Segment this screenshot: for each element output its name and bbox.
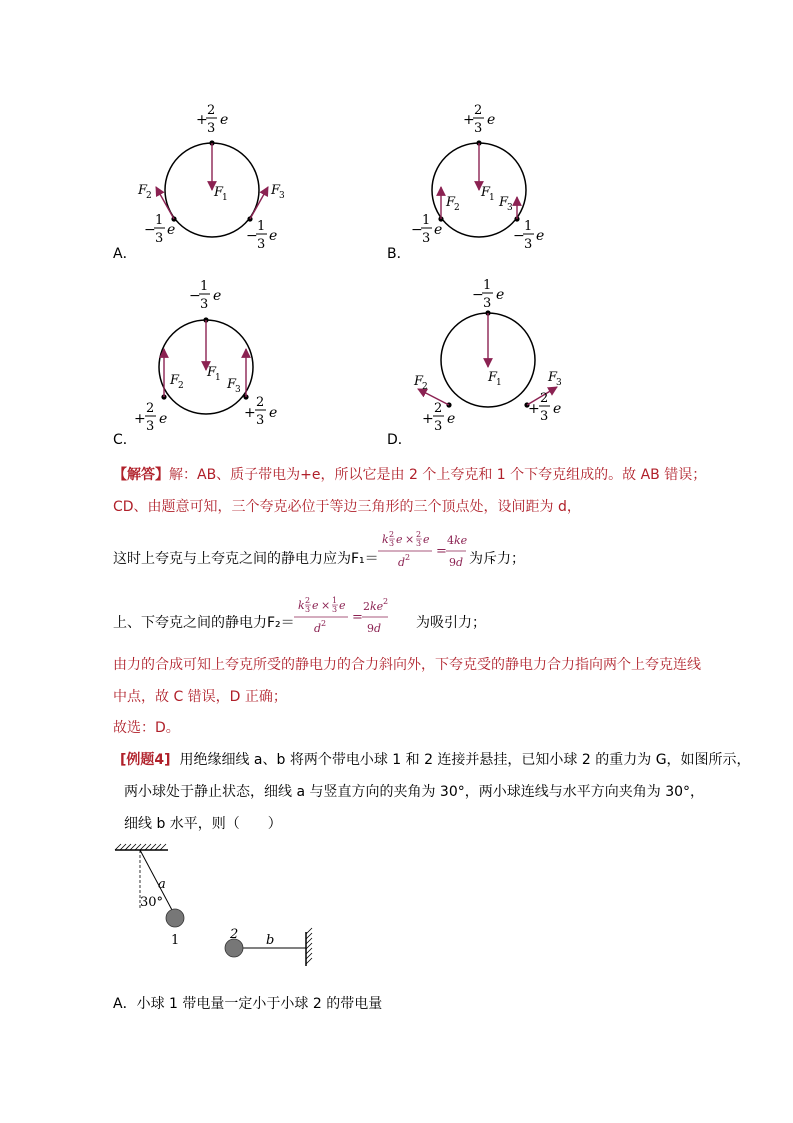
svg-text:=: = <box>352 610 363 625</box>
svg-text:3: 3 <box>483 296 492 311</box>
svg-text:F: F <box>414 374 424 389</box>
svg-text:F: F <box>170 373 180 388</box>
svg-text:2: 2 <box>474 103 483 118</box>
svg-text:e: e <box>213 288 222 304</box>
svg-text:−: − <box>144 222 156 238</box>
svg-text:1: 1 <box>200 279 209 294</box>
svg-text:2: 2 <box>256 395 265 410</box>
svg-text:3: 3 <box>524 237 533 252</box>
svg-text:2: 2 <box>405 553 411 562</box>
svg-text:e: e <box>312 599 319 612</box>
svg-text:F: F <box>138 183 148 198</box>
svg-text:1: 1 <box>257 219 266 234</box>
svg-text:1: 1 <box>215 373 221 383</box>
svg-text:F: F <box>481 185 491 200</box>
svg-text:3: 3 <box>332 605 338 614</box>
svg-text:1: 1 <box>496 378 502 388</box>
formula-f2-suffix: 为吸引力； <box>416 615 486 631</box>
svg-text:2: 2 <box>540 391 549 406</box>
svg-text:d: d <box>314 622 322 635</box>
svg-text:k: k <box>382 533 389 546</box>
formula-f1 <box>372 526 467 574</box>
svg-text:2: 2 <box>454 203 460 213</box>
angle-label: 30° <box>140 895 164 910</box>
svg-text:3: 3 <box>155 231 164 246</box>
svg-text:3: 3 <box>256 413 265 428</box>
svg-text:F: F <box>446 195 456 210</box>
svg-text:3: 3 <box>434 419 443 434</box>
svg-text:×: × <box>321 599 331 612</box>
svg-text:4: 4 <box>447 534 454 547</box>
svg-text:3: 3 <box>257 237 266 252</box>
svg-text:e: e <box>536 228 545 244</box>
svg-text:+: + <box>134 411 146 427</box>
svg-text:3: 3 <box>416 539 422 548</box>
svg-text:F: F <box>227 377 237 392</box>
svg-text:e: e <box>553 401 562 417</box>
svg-text:=: = <box>436 544 447 559</box>
option-d-label: D． <box>387 432 412 448</box>
svg-text:2: 2 <box>363 600 370 613</box>
svg-text:d: d <box>398 556 406 569</box>
svg-text:2: 2 <box>383 597 389 606</box>
option-d-diagram <box>400 275 580 445</box>
solution-line-3: 这时上夸克与上夸克之间的静电力应为F₁＝ <box>113 551 379 567</box>
option-a-label: A． <box>113 246 137 262</box>
svg-text:2: 2 <box>416 530 422 539</box>
svg-text:+: + <box>196 112 208 128</box>
svg-text:k: k <box>298 599 305 612</box>
svg-text:+: + <box>422 411 434 427</box>
svg-text:d: d <box>456 556 464 569</box>
svg-text:3: 3 <box>422 231 431 246</box>
svg-text:+: + <box>463 112 475 128</box>
svg-text:3: 3 <box>305 605 311 614</box>
svg-text:1: 1 <box>422 213 431 228</box>
example4-line-2: 两小球处于静止状态，细线 a 与竖直方向的夹角为 30°，两小球连线与水平方向夹角为 30°， <box>124 784 705 800</box>
svg-text:−: − <box>513 228 525 244</box>
svg-text:d: d <box>374 622 382 635</box>
formula-f1-suffix: 为斥力； <box>469 551 525 567</box>
svg-text:1: 1 <box>489 193 495 203</box>
svg-text:e: e <box>220 112 229 128</box>
svg-text:2: 2 <box>146 191 152 201</box>
solution-line-2: CD、由题意可知，三个夸克必位于等边三角形的三个顶点处，设间距为 d， <box>113 499 581 515</box>
option-a-diagram <box>130 95 300 265</box>
svg-text:3: 3 <box>474 121 483 136</box>
svg-text:3: 3 <box>200 297 209 312</box>
svg-text:1: 1 <box>222 193 228 203</box>
solution-line-1: 【解答】解：AB、质子带电为+e，所以它是由 2 个上夸克和 1 个下夸克组成的。故 AB 错误； <box>113 467 707 483</box>
svg-text:2: 2 <box>389 530 395 539</box>
svg-text:3: 3 <box>146 419 155 434</box>
option-c-label: C． <box>113 432 137 448</box>
thread-b-label: b <box>266 933 275 948</box>
thread-a-label: a <box>158 877 166 892</box>
svg-text:e: e <box>159 411 168 427</box>
svg-text:+: + <box>528 401 540 417</box>
svg-text:2: 2 <box>146 401 155 416</box>
svg-text:2: 2 <box>305 596 311 605</box>
solution-tag: 【解答】 <box>113 467 169 483</box>
option-b-label: B． <box>387 246 411 262</box>
svg-text:F: F <box>499 195 509 210</box>
svg-text:3: 3 <box>235 385 241 395</box>
svg-text:e: e <box>269 405 278 421</box>
option-c-diagram <box>130 275 300 445</box>
svg-text:−: − <box>246 228 258 244</box>
ball-2-label: 2 <box>230 927 239 942</box>
svg-text:2: 2 <box>422 382 428 392</box>
solution-line-4: 上、下夸克之间的静电力F₂＝ <box>113 615 295 631</box>
svg-text:3: 3 <box>279 191 285 201</box>
svg-text:−: − <box>189 288 201 304</box>
formula-f2 <box>288 592 416 640</box>
svg-text:3: 3 <box>507 203 513 213</box>
solution-line-7: 故选：D。 <box>113 720 180 736</box>
svg-text:9: 9 <box>367 622 374 635</box>
svg-text:e: e <box>339 599 346 612</box>
svg-text:F: F <box>271 183 281 198</box>
solution-line-6: 中点，故 C 错误，D 正确； <box>113 689 287 705</box>
svg-text:×: × <box>405 533 415 546</box>
svg-text:−: − <box>472 287 484 303</box>
svg-text:e: e <box>396 533 403 546</box>
svg-text:−: − <box>411 222 423 238</box>
svg-text:F: F <box>488 370 498 385</box>
svg-text:3: 3 <box>540 409 549 424</box>
svg-text:1: 1 <box>483 278 492 293</box>
svg-text:2: 2 <box>321 619 327 628</box>
svg-text:e: e <box>434 222 443 238</box>
svg-text:9: 9 <box>449 556 456 569</box>
svg-text:ke: ke <box>454 534 467 547</box>
example4-option-a: A．小球 1 带电量一定小于小球 2 的带电量 <box>113 996 383 1012</box>
svg-text:F: F <box>214 185 224 200</box>
svg-text:1: 1 <box>524 219 533 234</box>
svg-text:e: e <box>487 112 496 128</box>
svg-text:e: e <box>447 411 456 427</box>
svg-text:e: e <box>496 287 505 303</box>
svg-text:1: 1 <box>332 596 338 605</box>
svg-text:e: e <box>269 228 278 244</box>
example4-tag: [例题4] <box>120 752 171 768</box>
svg-text:F: F <box>548 370 558 385</box>
example4-diagram <box>110 840 325 975</box>
svg-text:2: 2 <box>207 103 216 118</box>
svg-text:e: e <box>423 533 430 546</box>
example4-line-1: [例题4] 用绝缘细线 a、b 将两个带电小球 1 和 2 连接并悬挂，已知小球 2 的重力为 G，如图所示， <box>120 752 751 768</box>
svg-text:3: 3 <box>556 378 562 388</box>
example4-line-3: 细线 b 水平，则（ ） <box>124 816 282 832</box>
svg-text:F: F <box>207 365 217 380</box>
svg-text:1: 1 <box>155 213 164 228</box>
svg-text:3: 3 <box>389 539 395 548</box>
svg-text:3: 3 <box>207 121 216 136</box>
svg-text:ke: ke <box>370 600 384 613</box>
solution-line-5: 由力的合成可知上夸克所受的静电力的合力斜向外，下夸克受的静电力合力指向两个上夸克连线 <box>113 657 701 673</box>
svg-text:2: 2 <box>178 381 184 391</box>
svg-text:2: 2 <box>434 401 443 416</box>
ball-1-label: 1 <box>171 933 180 948</box>
option-b-diagram <box>405 95 575 265</box>
svg-text:+: + <box>244 405 256 421</box>
svg-text:e: e <box>167 222 176 238</box>
